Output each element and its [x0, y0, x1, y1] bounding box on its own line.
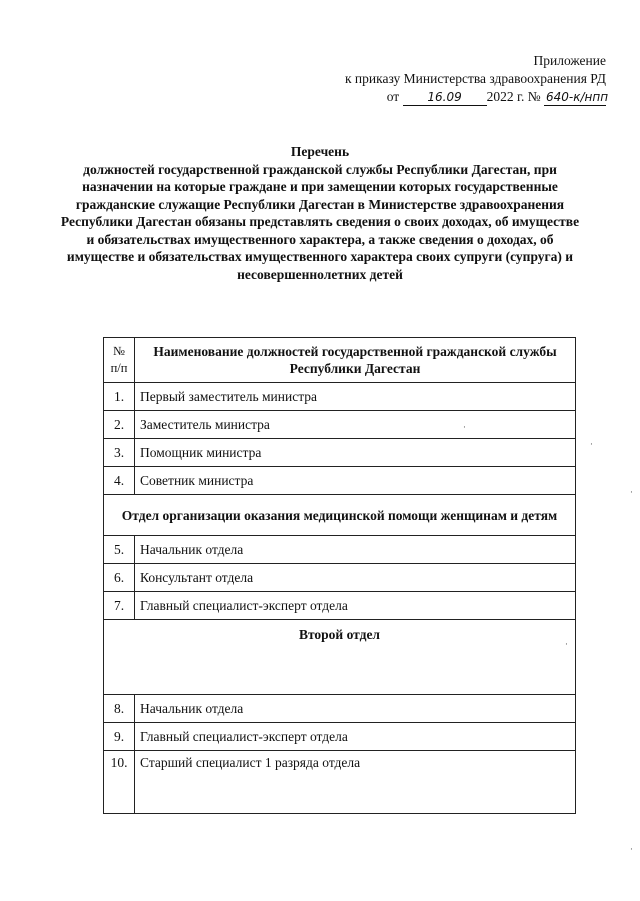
row-number: 8.: [104, 695, 135, 723]
row-position: Главный специалист-эксперт отдела: [135, 592, 576, 620]
row-position: Главный специалист-эксперт отдела: [135, 723, 576, 751]
scan-speck: ·: [565, 640, 568, 650]
row-position: Заместитель министра: [135, 411, 576, 439]
row-number: 2.: [104, 411, 135, 439]
table-row: [104, 695, 576, 723]
table-header-row: [104, 338, 576, 383]
title-text: должностей государственной гражданской службы Республики Дагестан, при назначении на которые граждане и при замещении которых государственные гражданские служащие Республики Дагестан в Министерстве здравоохранения Республики Дагестан обязаны представлять сведения о своих доходах, об имуществе и обязательствах имущественного характера, а также сведения о доходах, об имуществе и обязательствах имущественного характера своих супруги (супруга) и несовершеннолетних детей: [60, 161, 580, 282]
header-number: № п/п: [104, 338, 135, 383]
table-row: [104, 536, 576, 564]
row-number: 9.: [104, 723, 135, 751]
row-number: 10.: [104, 751, 135, 814]
from-label: от: [386, 89, 400, 104]
appendix-order-line: [345, 88, 609, 106]
section-row: [104, 620, 576, 695]
row-position: Начальник отдела: [135, 695, 576, 723]
section-row: [104, 495, 576, 536]
handwritten-date: 16.09: [403, 90, 487, 106]
row-number: 4.: [104, 467, 135, 495]
row-position: Помощник министра: [135, 439, 576, 467]
row-number: 1.: [104, 383, 135, 411]
row-number: 6.: [104, 564, 135, 592]
table-row: [104, 467, 576, 495]
title-heading: Перечень: [290, 144, 350, 159]
row-position: Советник министра: [135, 467, 576, 495]
appendix-header: [344, 52, 609, 106]
row-position: Начальник отдела: [135, 536, 576, 564]
positions-table: [103, 337, 576, 814]
row-number: 3.: [104, 439, 135, 467]
handwritten-order-number: 640-к/нпп: [546, 90, 609, 104]
appendix-order-ref: к приказу Министерства здравоохранения РД: [344, 71, 606, 86]
table-row: [104, 439, 576, 467]
section-title: Второй отдел: [104, 620, 576, 695]
row-position: Консультант отдела: [135, 564, 576, 592]
scan-speck: ·: [463, 423, 466, 433]
document-title: [60, 143, 580, 283]
header-position-name: Наименование должностей государственной гражданской службы Республики Дагестан: [135, 338, 576, 383]
scan-speck: ·: [590, 440, 593, 450]
table-row: [104, 564, 576, 592]
section-title: Отдел организации оказания медицинской помощи женщинам и детям: [104, 495, 576, 536]
row-position: Старший специалист 1 разряда отдела: [135, 751, 576, 814]
scan-speck: ·: [630, 845, 633, 855]
table-row: [104, 411, 576, 439]
year-number-label: 2022 г. №: [486, 89, 541, 104]
appendix-label: Приложение: [533, 53, 606, 68]
table-row: [104, 751, 576, 814]
table-row: [104, 592, 576, 620]
table-row: [104, 723, 576, 751]
scan-speck: ·: [630, 488, 633, 498]
table-row: [104, 383, 576, 411]
row-number: 7.: [104, 592, 135, 620]
row-number: 5.: [104, 536, 135, 564]
row-position: Первый заместитель министра: [135, 383, 576, 411]
